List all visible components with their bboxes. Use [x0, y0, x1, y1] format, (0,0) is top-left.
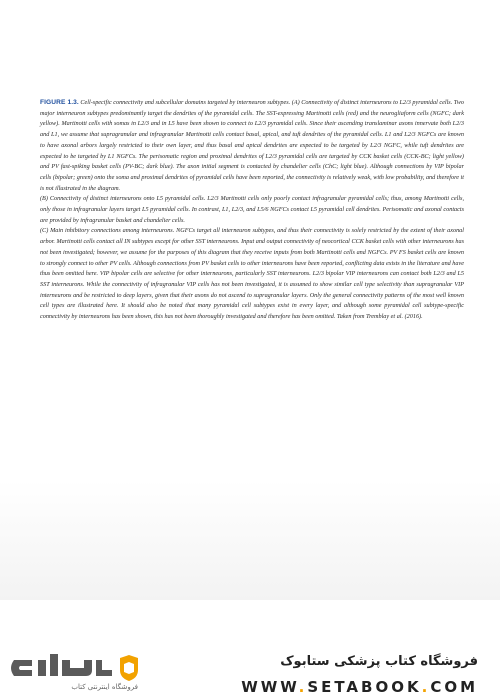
- logo-subtitle: فروشگاه اینترنتی کتاب: [71, 683, 138, 691]
- url-prefix: WWW: [241, 678, 299, 696]
- figure-caption: [40, 98, 464, 323]
- shop-title: فروشگاه کتاب پزشکی ستابوک: [280, 654, 478, 669]
- caption-part-a: [40, 98, 464, 194]
- book-shield-icon: [118, 654, 140, 682]
- url-domain: SETABOOK: [307, 678, 422, 696]
- url-tld: COM: [430, 678, 478, 696]
- caption-intro-text: Cell-specific connectivity and subcellular domains targeted by interneuron subtypes. (A) Connectivity of distinct interneurons to L2/3 pyramidal cells. Two major interneuron subtypes predominantly target the dendrites of the pyramidal cells. The SST-expressing Martinotti cells (red) and the neurogliaform cells (NGFC; dark yellow). Martinotti cells with somas in L2/3 and in L5 have been shown to connect to L2/3 pyramidal cells. Since their ascending translaminar axons innervate both L2/3 and L1, we assume that supragranular and infragranular Martinotti cells contact basal, apical, and tuft dendrites of the pyramidal cells. L1 and L2/3 NGFCs are known to have axonal arbors largely restricted to their own layer, and thus basal and apical dendrites are expected to be targeted by L2/3 NGFC, while tuft dendrites are expected to be targeted by L1 NGFCs. The perisomatic region and proximal dendrites of L2/3 pyramidal cells are targeted by CCK basket cells (CCK-BC; light yellow) and PV fast-spiking basket cells (PV-BC; dark blue). The axon initial segment is contacted by chandelier cells (ChC; light blue). Although connections by VIP bipolar cells (bipolar; green) onto the soma and proximal dendrites of pyramidal cells have been reported, the connectivity is relatively weak, with low probability, and therefore it is not illustrated in the diagram.: [40, 99, 465, 192]
- figure-label: FIGURE 1.3.: [40, 99, 79, 106]
- publisher-footer: [0, 640, 500, 700]
- setabook-logo: [8, 650, 138, 696]
- shop-url[interactable]: [158, 678, 478, 696]
- url-dot-1: .: [298, 678, 308, 696]
- caption-part-c: (C) Main inhibitory connections among interneurons. NGFCs target all interneuron subtypes, and thus their connectivity is solely restricted by the extent of their axonal arbor. Martinotti cells contact all IN subtypes except for other SST interneurons. Input and output connectivity of neocortical CCK basket cells with other interneurons has not been investigated; however, we assume for the purposes of this diagram that they receive inputs from both Martinotti cells and NGFCs. PV FS basket cells are known to strongly connect to other PV cells. Although connections from PV basket cells to other interneurons have been reported, conflicting data exists in the literature and have thus been omitted here. VIP bipolar cells are selective for other interneurons, particularly SST interneurons. L2/3 bipolar VIP interneurons can contact both L2/3 and L5 SST interneurons. While the connectivity of infragranular VIP cells has not been investigated, it is assumed to show similar cell type selectivity than supragranular VIP interneurons and be restricted to deep layers, given that their axons do not ascend to supragranular layers. Only the general connectivity patterns of the most well known cell types are illustrated here. It should also be noted that many pyramidal cell subtypes exist in every layer, and although some pyramidal cell subtype-specific connectivity by interneurons has been shown, this has not been thoroughly investigated and therefore has been omitted. Taken from Tremblay et al. (2016).: [40, 227, 464, 321]
- caption-part-b: (B) Connectivity of distinct interneurons onto L5 pyramidal cells. L2/3 Martinotti cells only poorly contact infragranular pyramidal cells; thus, among Martinotti cells, only those in infragranular layers target L5 pyramidal cells. In contrast, L1, L2/3, and L5/6 NGFCs contact L5 pyramidal cell dendrites. Perisomatic and axonal contacts are provided by infragranular basket and chandelier cells.: [40, 195, 464, 224]
- url-dot-2: .: [421, 678, 431, 696]
